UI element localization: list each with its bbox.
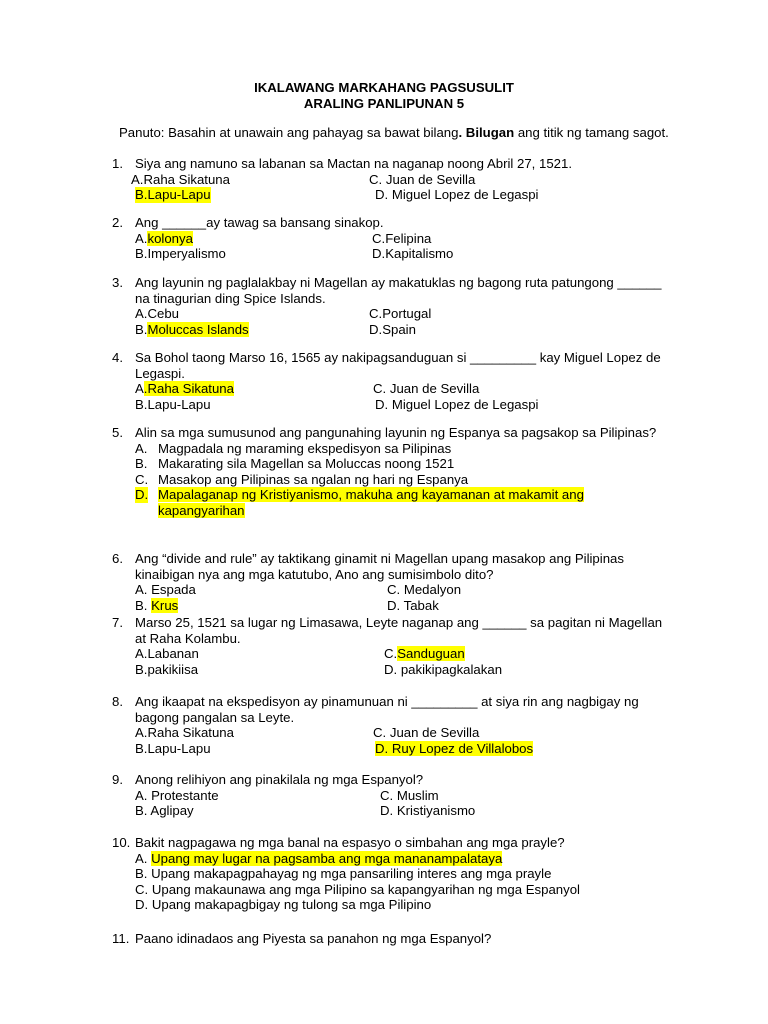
option-d[interactable]: D. Kristiyanismo	[380, 803, 476, 818]
option-d[interactable]: D. Tabak	[387, 597, 439, 613]
question-number: 11.	[112, 931, 130, 946]
option-d[interactable]: D. pakikipagkalakan	[384, 661, 503, 677]
option-b[interactable]: B.Lapu-Lapu	[135, 396, 211, 412]
option-a[interactable]: A.kolonya	[135, 230, 193, 246]
question-text: Ang ______ay tawag sa bansang sinakop.	[135, 215, 384, 230]
option-c[interactable]: C. Masakop ang Pilipinas sa ngalan ng hari ng Espanya	[135, 471, 469, 487]
option-a[interactable]: A.Labanan	[135, 646, 199, 661]
option-c[interactable]: C. Juan de Sevilla	[369, 171, 476, 187]
option-b[interactable]: B.Lapu-Lapu	[135, 740, 211, 756]
option-c[interactable]: C. Upang makaunawa ang mga Pilipino sa kapangyarihan ng mga Espanyol	[135, 881, 580, 897]
option-a[interactable]: A.Raha Sikatuna	[135, 381, 234, 396]
option-b[interactable]: B. Aglipay	[135, 803, 194, 818]
question-4	[0, 350, 768, 412]
question-2	[0, 215, 768, 262]
question-number: 8.	[112, 694, 123, 709]
question-text: Anong relihiyon ang pinakilala ng mga Espanyol?	[135, 772, 424, 787]
option-b[interactable]: B.Imperyalismo	[135, 246, 226, 261]
question-text: Bakit nagpagawa ng mga banal na espasyo o simbahan ang mga prayle?	[135, 835, 565, 850]
question-number: 10.	[112, 835, 131, 850]
option-b[interactable]: B. Upang makapagpahayag ng mga pansariling interes ang mga prayle	[135, 866, 552, 881]
question-text: Ang layunin ng paglalakbay ni Magellan ay makatuklas ng bagong ruta patungong ______ na tinagurian ding Spice Islands.	[135, 275, 662, 306]
question-number: 9.	[112, 772, 123, 787]
option-a[interactable]: A. Protestante	[135, 787, 219, 803]
option-b[interactable]: B.Moluccas Islands	[135, 321, 249, 337]
question-8	[0, 694, 768, 756]
option-a[interactable]: A. Upang may lugar na pagsamba ang mga mananampalataya	[135, 850, 503, 866]
question-text: Ang “divide and rule” ay taktikang ginamit ni Magellan upang masakop ang Pilipinas kinaibigan nya ang mga katutubo, Ano ang sumisimbolo dito?	[135, 551, 624, 582]
option-c[interactable]: C.Felipina	[372, 230, 432, 246]
question-9	[0, 772, 768, 819]
option-a[interactable]: A. Magpadala ng maraming ekspedisyon sa Pilipinas	[135, 440, 452, 456]
option-a[interactable]: A.Raha Sikatuna	[131, 171, 230, 187]
question-11	[0, 931, 768, 947]
option-b[interactable]: B. Makarating sila Magellan sa Moluccas noong 1521	[135, 456, 455, 471]
question-1	[0, 156, 768, 203]
question-number: 4.	[112, 350, 123, 365]
question-text: Marso 25, 1521 sa lugar ng Limasawa, Leyte naganap ang ______ sa pagitan ni Magellan at Raha Kolambu.	[135, 615, 663, 646]
question-text: Siya ang namuno sa labanan sa Mactan na naganap noong Abril 27, 1521.	[135, 156, 572, 171]
option-d[interactable]: D.Kapitalismo	[372, 246, 454, 261]
option-d[interactable]: D. Miguel Lopez de Legaspi	[375, 187, 539, 202]
question-text: Paano idinadaos ang Piyesta sa panahon ng mga Espanyol?	[135, 931, 492, 946]
question-number: 1.	[112, 156, 123, 171]
option-c[interactable]: C. Muslim	[380, 787, 439, 803]
option-c[interactable]: C.Sanduguan	[384, 646, 465, 661]
option-c[interactable]: C.Portugal	[369, 306, 432, 321]
option-d[interactable]: D.Spain	[369, 321, 416, 337]
option-a[interactable]: A. Espada	[135, 582, 196, 597]
option-c[interactable]: C. Juan de Sevilla	[373, 725, 480, 740]
question-number: 2.	[112, 215, 123, 230]
option-d[interactable]: D. Ruy Lopez de Villalobos	[375, 740, 534, 756]
question-text: Ang ikaapat na ekspedisyon ay pinamunuan ni _________ at siya rin ang nagbigay ng bagong pangalan sa Leyte.	[135, 694, 639, 725]
question-number: 7.	[112, 615, 123, 630]
question-text: Alin sa mga sumusunod ang pangunahing layunin ng Espanya sa pagsakop sa Pilipinas?	[135, 425, 657, 440]
exam-title: IKALAWANG MARKAHANG PAGSUSULIT	[254, 80, 514, 95]
option-d[interactable]: D. Mapalaganap ng Kristiyanismo, makuha ang kayamanan at makamit ang kapangyarihan	[135, 487, 584, 518]
question-10	[0, 835, 768, 913]
question-3	[0, 275, 768, 337]
option-c[interactable]: C. Juan de Sevilla	[373, 381, 480, 396]
option-d[interactable]: D. Upang makapagbigay ng tulong sa mga Pilipino	[135, 897, 432, 912]
question-number: 5.	[112, 425, 123, 440]
question-6	[0, 551, 768, 613]
option-b[interactable]: B.Lapu-Lapu	[135, 187, 211, 202]
question-text: Sa Bohol taong Marso 16, 1565 ay nakipagsanduguan si _________ kay Miguel Lopez de Legaspi.	[135, 350, 661, 381]
option-c[interactable]: C. Medalyon	[387, 582, 462, 597]
question-5	[0, 425, 768, 518]
question-7	[0, 615, 768, 677]
option-d[interactable]: D. Miguel Lopez de Legaspi	[375, 396, 539, 412]
exam-subtitle: ARALING PANLIPUNAN 5	[303, 96, 465, 111]
option-b[interactable]: B.pakikiisa	[135, 661, 199, 677]
option-a[interactable]: A.Raha Sikatuna	[135, 725, 234, 740]
instructions: Panuto: Basahin at unawain ang pahayag sa bawat bilang. Bilugan ang titik ng tamang sagot.	[119, 125, 669, 140]
question-number: 3.	[112, 275, 123, 290]
option-b[interactable]: B. Krus	[135, 597, 179, 613]
question-number: 6.	[112, 551, 123, 566]
option-a[interactable]: A.Cebu	[135, 306, 179, 321]
